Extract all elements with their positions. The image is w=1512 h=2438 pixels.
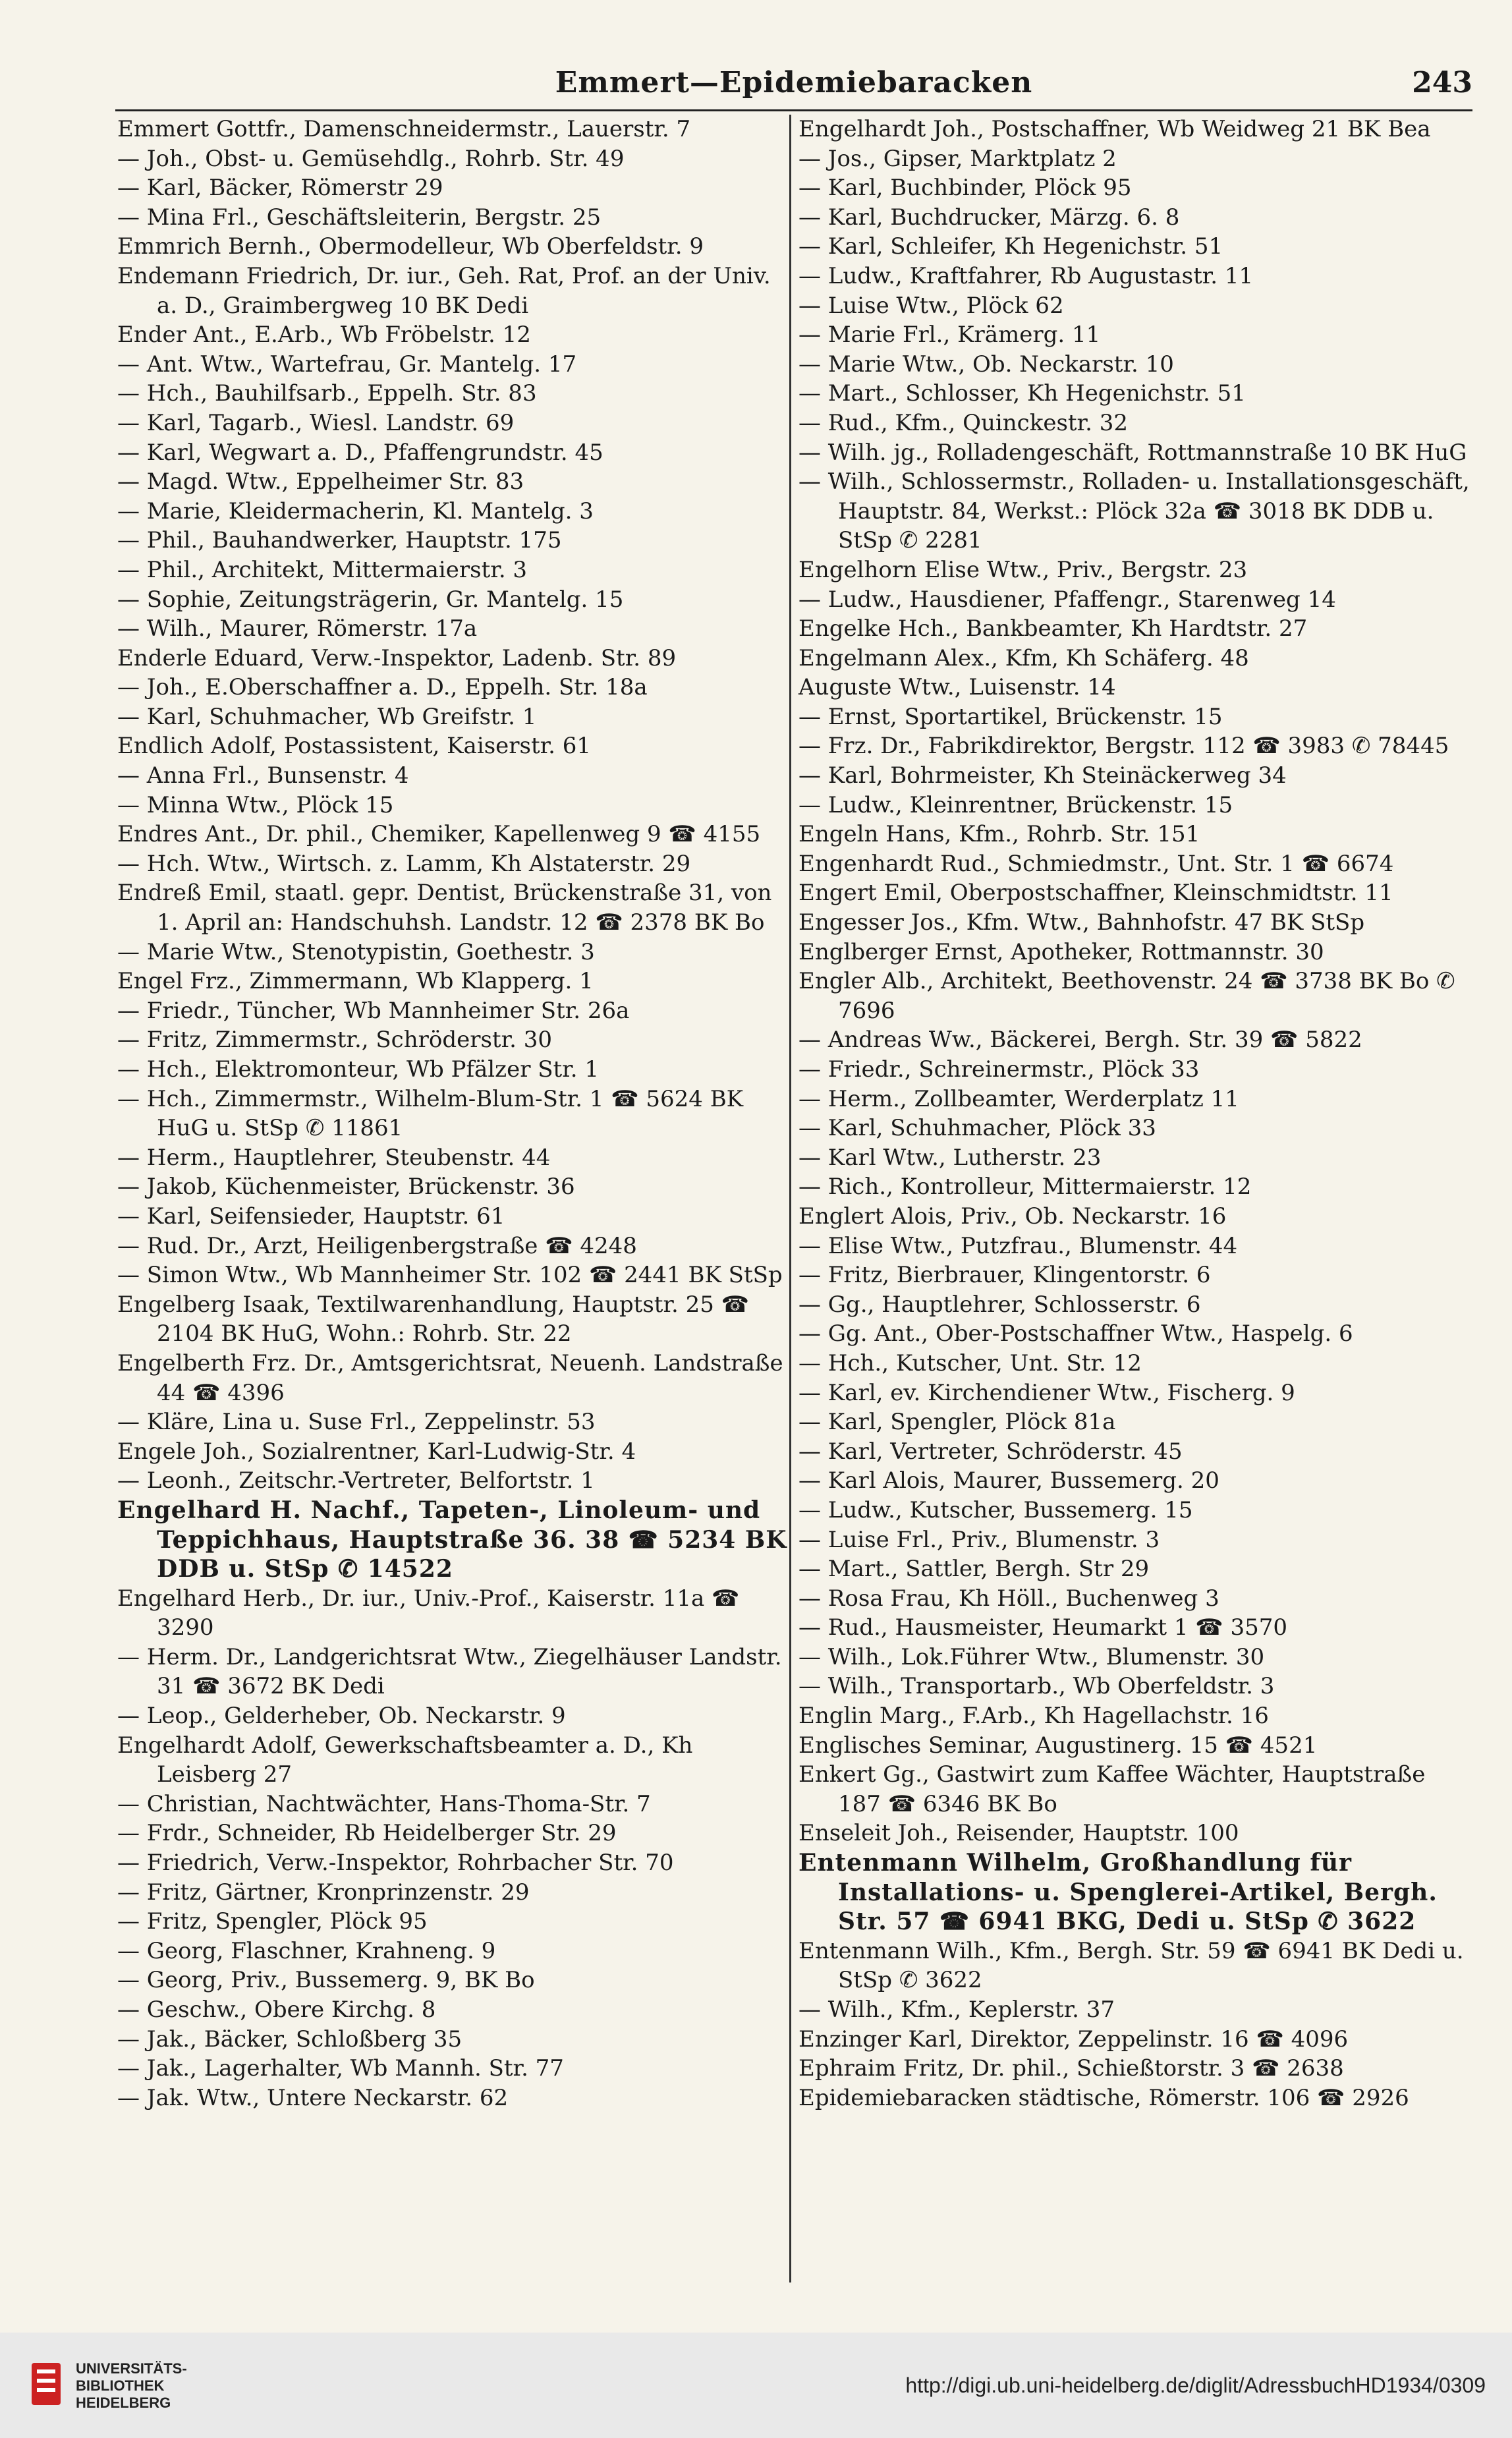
directory-entry: — Leop., Gelderheber, Ob. Neckarstr. 9 [117,1703,566,1730]
directory-entry: — Rud., Kfm., Quinckestr. 32 [798,409,1128,436]
directory-entry: Endemann Friedrich, Dr. iur., Geh. Rat, Prof. an der Univ. a. D., Graimbergweg 10 BK Dedi [117,262,771,319]
directory-entry: Endlich Adolf, Postassistent, Kaiserstr. 61 [117,733,592,760]
directory-entry: — Karl, ev. Kirchendiener Wtw., Fischerg. 9 [798,1379,1295,1406]
directory-entry: — Marie Frl., Krämerg. 11 [798,322,1101,349]
directory-entry: Engelhorn Elise Wtw., Priv., Bergstr. 23 [798,556,1248,583]
directory-entry: — Karl, Spengler, Plöck 81a [798,1409,1116,1436]
directory-entry: Auguste Wtw., Luisenstr. 14 [798,674,1116,701]
directory-entry: Entenmann Wilh., Kfm., Bergh. Str. 59 ☎ 6941 BK Dedi u. StSp ✆ 3622 [798,1937,1464,1994]
directory-entry: — Phil., Bauhandwerker, Hauptstr. 175 [117,527,562,554]
directory-entry: Enderle Eduard, Verw.-Inspektor, Ladenb. Str. 89 [117,644,677,671]
directory-entry: — Jak. Wtw., Untere Neckarstr. 62 [117,2084,509,2111]
directory-entry: Enzinger Karl, Direktor, Zeppelinstr. 16 ☎ 4096 [798,2026,1349,2053]
directory-entry: — Mina Frl., Geschäftsleiterin, Bergstr. 25 [117,204,602,231]
directory-entry: — Mart., Schlosser, Kh Hegenichstr. 51 [798,380,1246,407]
directory-entry: Enseleit Joh., Reisender, Hauptstr. 100 [798,1820,1239,1847]
directory-entry: Engelberth Frz. Dr., Amtsgerichtsrat, Neuenh. Landstraße 44 ☎ 4396 [117,1349,783,1406]
directory-entry: — Rud. Dr., Arzt, Heiligenbergstraße ☎ 4248 [117,1232,637,1259]
directory-entry: Ender Ant., E.Arb., Wb Fröbelstr. 12 [117,322,531,349]
column-divider [789,115,791,2282]
directory-entry: — Magd. Wtw., Eppelheimer Str. 83 [117,468,524,496]
page-number: 243 [1412,66,1472,99]
page-title: Emmert—Epidemiebaracken [555,66,1033,99]
directory-entry: — Ludw., Kleinrentner, Brückenstr. 15 [798,791,1233,818]
directory-entry: — Joh., Obst- u. Gemüsehdlg., Rohrb. Str. 49 [117,145,625,172]
directory-entry: — Frdr., Schneider, Rb Heidelberger Str. 29 [117,1820,617,1847]
directory-entry: — Rich., Kontrolleur, Mittermaierstr. 12 [798,1174,1252,1201]
directory-entry: — Karl, Buchdrucker, Märzg. 6. 8 [798,204,1180,231]
directory-entry: — Georg, Priv., Bussemerg. 9, BK Bo [117,1967,535,1994]
university-seal-icon [26,2358,66,2410]
directory-entry: Engesser Jos., Kfm. Wtw., Bahnhofstr. 47 BK StSp [798,909,1365,936]
directory-entry: — Jos., Gipser, Marktplatz 2 [798,145,1117,172]
directory-entry: — Wilh., Maurer, Römerstr. 17a [117,615,478,642]
directory-entry: Engler Alb., Architekt, Beethovenstr. 24 ☎ 3738 BK Bo ✆ 7696 [798,968,1455,1024]
header-rule [115,109,1472,111]
directory-entry: Entenmann Wilhelm, Großhandlung für Installations- u. Spenglerei-Artikel, Bergh. Str. 57 ☎ 6941 BKG, Dedi u. StSp ✆ 3622 [798,1849,1438,1936]
directory-entry: — Gg., Hauptlehrer, Schlosserstr. 6 [798,1291,1201,1318]
directory-entry: Engeln Hans, Kfm., Rohrb. Str. 151 [798,821,1200,848]
directory-entry: — Sophie, Zeitungsträgerin, Gr. Mantelg. 15 [117,586,624,613]
directory-entry: Engel Frz., Zimmermann, Wb Klapperg. 1 [117,968,594,995]
directory-entry: — Ant. Wtw., Wartefrau, Gr. Mantelg. 17 [117,351,577,378]
directory-entry: — Rosa Frau, Kh Höll., Buchenweg 3 [798,1585,1219,1612]
institution-line-3: HEIDELBERG [76,2395,171,2411]
directory-entry: — Frz. Dr., Fabrikdirektor, Bergstr. 112 ☎ 3983 ✆ 78445 [798,733,1449,760]
directory-entry: — Andreas Ww., Bäckerei, Bergh. Str. 39 ☎ 5822 [798,1027,1362,1054]
directory-entry: Endreß Emil, staatl. gepr. Dentist, Brückenstraße 31, von 1. April an: Handschuhsh. Landstr. 12 ☎ 2378 BK Bo [117,880,772,936]
directory-entry: — Luise Frl., Priv., Blumenstr. 3 [798,1526,1160,1553]
directory-entry: — Karl, Buchbinder, Plöck 95 [798,175,1132,202]
directory-entry: — Marie Wtw., Ob. Neckarstr. 10 [798,351,1174,378]
directory-entry: — Friedr., Tüncher, Wb Mannheimer Str. 26a [117,997,630,1024]
directory-entry: — Hch., Kutscher, Unt. Str. 12 [798,1349,1142,1376]
directory-entry: — Elise Wtw., Putzfrau., Blumenstr. 44 [798,1232,1238,1259]
page-header [115,66,1472,105]
directory-entry: Engelke Hch., Bankbeamter, Kh Hardtstr. 27 [798,615,1308,642]
directory-entry: — Ludw., Kraftfahrer, Rb Augustastr. 11 [798,262,1254,289]
directory-entry: Engelmann Alex., Kfm, Kh Schäferg. 48 [798,644,1249,671]
left-column [117,115,789,2112]
directory-entry: — Karl, Tagarb., Wiesl. Landstr. 69 [117,409,515,436]
directory-entry: Englert Alois, Priv., Ob. Neckarstr. 16 [798,1203,1227,1230]
directory-entry: — Simon Wtw., Wb Mannheimer Str. 102 ☎ 2441 BK StSp [117,1262,783,1289]
footer-bar [0,2333,1512,2438]
directory-entry: — Ludw., Hausdiener, Pfaffengr., Starenweg 14 [798,586,1336,613]
directory-entry: — Friedr., Schreinermstr., Plöck 33 [798,1056,1200,1083]
directory-entry: — Herm. Dr., Landgerichtsrat Wtw., Ziegelhäuser Landstr. 31 ☎ 3672 BK Dedi [117,1643,782,1700]
directory-entry: — Ludw., Kutscher, Bussemerg. 15 [798,1496,1193,1523]
directory-entry: — Luise Wtw., Plöck 62 [798,292,1064,319]
directory-entry: — Fritz, Gärtner, Kronprinzenstr. 29 [117,1879,530,1906]
directory-entry: — Minna Wtw., Plöck 15 [117,791,394,818]
directory-entry: — Georg, Flaschner, Krahneng. 9 [117,1937,496,1964]
directory-entry: — Fritz, Bierbrauer, Klingentorstr. 6 [798,1262,1211,1289]
directory-entry: Emmert Gottfr., Damenschneidermstr., Lauerstr. 7 [117,116,691,142]
directory-entry: Emmrich Bernh., Obermodelleur, Wb Oberfeldstr. 9 [117,233,704,260]
directory-entry: Engenhardt Rud., Schmiedmstr., Unt. Str. 1 ☎ 6674 [798,850,1394,877]
directory-entry: — Karl, Schuhmacher, Wb Greifstr. 1 [117,703,537,730]
directory-entry: — Mart., Sattler, Bergh. Str 29 [798,1556,1150,1583]
directory-entry: Engele Joh., Sozialrentner, Karl-Ludwig-Str. 4 [117,1438,636,1465]
directory-entry: — Friedrich, Verw.-Inspektor, Rohrbacher Str. 70 [117,1850,674,1877]
directory-entry: — Phil., Architekt, Mittermaierstr. 3 [117,556,528,583]
directory-entry: Endres Ant., Dr. phil., Chemiker, Kapellenweg 9 ☎ 4155 [117,821,761,848]
institution-line-1: UNIVERSITÄTS- [76,2360,187,2377]
directory-entry: Englisches Seminar, Augustinerg. 15 ☎ 4521 [798,1732,1318,1759]
directory-entry: Engelhardt Adolf, Gewerkschaftsbeamter a. D., Kh Leisberg 27 [117,1732,693,1788]
directory-entry: — Karl Wtw., Lutherstr. 23 [798,1144,1102,1171]
directory-entry: — Jak., Lagerhalter, Wb Mannh. Str. 77 [117,2055,564,2082]
source-url[interactable]: http://digi.ub.uni-heidelberg.de/diglit/AdressbuchHD1934/0309 [905,2373,1486,2397]
directory-entry: — Rud., Hausmeister, Heumarkt 1 ☎ 3570 [798,1614,1287,1641]
directory-entry: — Marie, Kleidermacherin, Kl. Mantelg. 3 [117,497,594,524]
directory-entry: Englin Marg., F.Arb., Kh Hagellachstr. 16 [798,1703,1269,1730]
directory-entry: — Wilh., Schlossermstr., Rolladen- u. Installationsgeschäft, Hauptstr. 84, Werkst.: Plöck 32a ☎ 3018 BK DDB u. StSp ✆ 2281 [798,468,1470,554]
directory-entry: — Joh., E.Oberschaffner a. D., Eppelh. Str. 18a [117,674,648,701]
directory-entry: Epidemiebaracken städtische, Römerstr. 106 ☎ 2926 [798,2084,1409,2111]
directory-entry: Ephraim Fritz, Dr. phil., Schießtorstr. 3 ☎ 2638 [798,2055,1344,2082]
directory-entry: — Wilh., Lok.Führer Wtw., Blumenstr. 30 [798,1643,1265,1670]
directory-entry: — Hch., Zimmermstr., Wilhelm-Blum-Str. 1 ☎ 5624 BK HuG u. StSp ✆ 11861 [117,1085,744,1142]
directory-entry: — Ernst, Sportartikel, Brückenstr. 15 [798,703,1223,730]
directory-entry: — Wilh. jg., Rolladengeschäft, Rottmannstraße 10 BK HuG [798,439,1467,466]
directory-entry: Engert Emil, Oberpostschaffner, Kleinschmidtstr. 11 [798,880,1393,907]
directory-entry: — Karl, Bohrmeister, Kh Steinäckerweg 34 [798,762,1287,789]
directory-entry: — Karl, Wegwart a. D., Pfaffengrundstr. 45 [117,439,603,466]
directory-entry: — Anna Frl., Bunsenstr. 4 [117,762,409,789]
directory-entry: — Hch., Bauhilfsarb., Eppelh. Str. 83 [117,380,537,407]
directory-entry: — Karl Alois, Maurer, Bussemerg. 20 [798,1467,1219,1494]
directory-entry: — Leonh., Zeitschr.-Vertreter, Belfortstr. 1 [117,1467,595,1494]
directory-entry: — Christian, Nachtwächter, Hans-Thoma-Str. 7 [117,1790,651,1817]
directory-entry: — Herm., Hauptlehrer, Steubenstr. 44 [117,1144,551,1171]
directory-entry: — Jak., Bäcker, Schloßberg 35 [117,2026,462,2053]
directory-entry: — Karl, Seifensieder, Hauptstr. 61 [117,1203,505,1230]
directory-entry: — Fritz, Zimmermstr., Schröderstr. 30 [117,1027,552,1054]
directory-entry: — Hch. Wtw., Wirtsch. z. Lamm, Kh Alstaterstr. 29 [117,850,691,877]
directory-entry: — Wilh., Kfm., Keplerstr. 37 [798,1997,1115,2023]
directory-entry: — Marie Wtw., Stenotypistin, Goethestr. 3 [117,938,595,965]
directory-entry: — Kläre, Lina u. Suse Frl., Zeppelinstr. 53 [117,1409,596,1436]
directory-entry: — Fritz, Spengler, Plöck 95 [117,1908,428,1935]
directory-entry: — Karl, Schuhmacher, Plöck 33 [798,1115,1156,1142]
directory-entry: — Karl, Bäcker, Römerstr 29 [117,175,443,202]
institution-name [76,2360,187,2412]
right-column [798,115,1470,2112]
directory-entry: Engelberg Isaak, Textilwarenhandlung, Hauptstr. 25 ☎ 2104 BK HuG, Wohn.: Rohrb. Str. 22 [117,1291,750,1347]
directory-entry: — Wilh., Transportarb., Wb Oberfeldstr. 3 [798,1673,1275,1700]
directory-entry: — Karl, Vertreter, Schröderstr. 45 [798,1438,1183,1465]
directory-entry: — Geschw., Obere Kirchg. 8 [117,1997,436,2023]
directory-entry: Engelhard H. Nachf., Tapeten-, Linoleum- und Teppichhaus, Hauptstraße 36. 38 ☎ 5234 BK DDB u. StSp ✆ 14522 [117,1496,787,1583]
directory-entry: — Gg. Ant., Ober-Postschaffner Wtw., Haspelg. 6 [798,1320,1353,1347]
directory-entry: Engelhard Herb., Dr. iur., Univ.-Prof., Kaiserstr. 11a ☎ 3290 [117,1585,740,1641]
institution-line-2: BIBLIOTHEK [76,2377,165,2394]
directory-entry: — Hch., Elektromonteur, Wb Pfälzer Str. 1 [117,1056,599,1083]
directory-entry: — Karl, Schleifer, Kh Hegenichstr. 51 [798,233,1223,260]
directory-entry: Engelhardt Joh., Postschaffner, Wb Weidweg 21 BK Bea [798,116,1431,142]
directory-entry: Englberger Ernst, Apotheker, Rottmannstr. 30 [798,938,1324,965]
directory-entry: — Jakob, Küchenmeister, Brückenstr. 36 [117,1174,575,1201]
directory-entry: — Herm., Zollbeamter, Werderplatz 11 [798,1085,1239,1112]
directory-entry: Enkert Gg., Gastwirt zum Kaffee Wächter, Hauptstraße 187 ☎ 6346 BK Bo [798,1761,1426,1817]
